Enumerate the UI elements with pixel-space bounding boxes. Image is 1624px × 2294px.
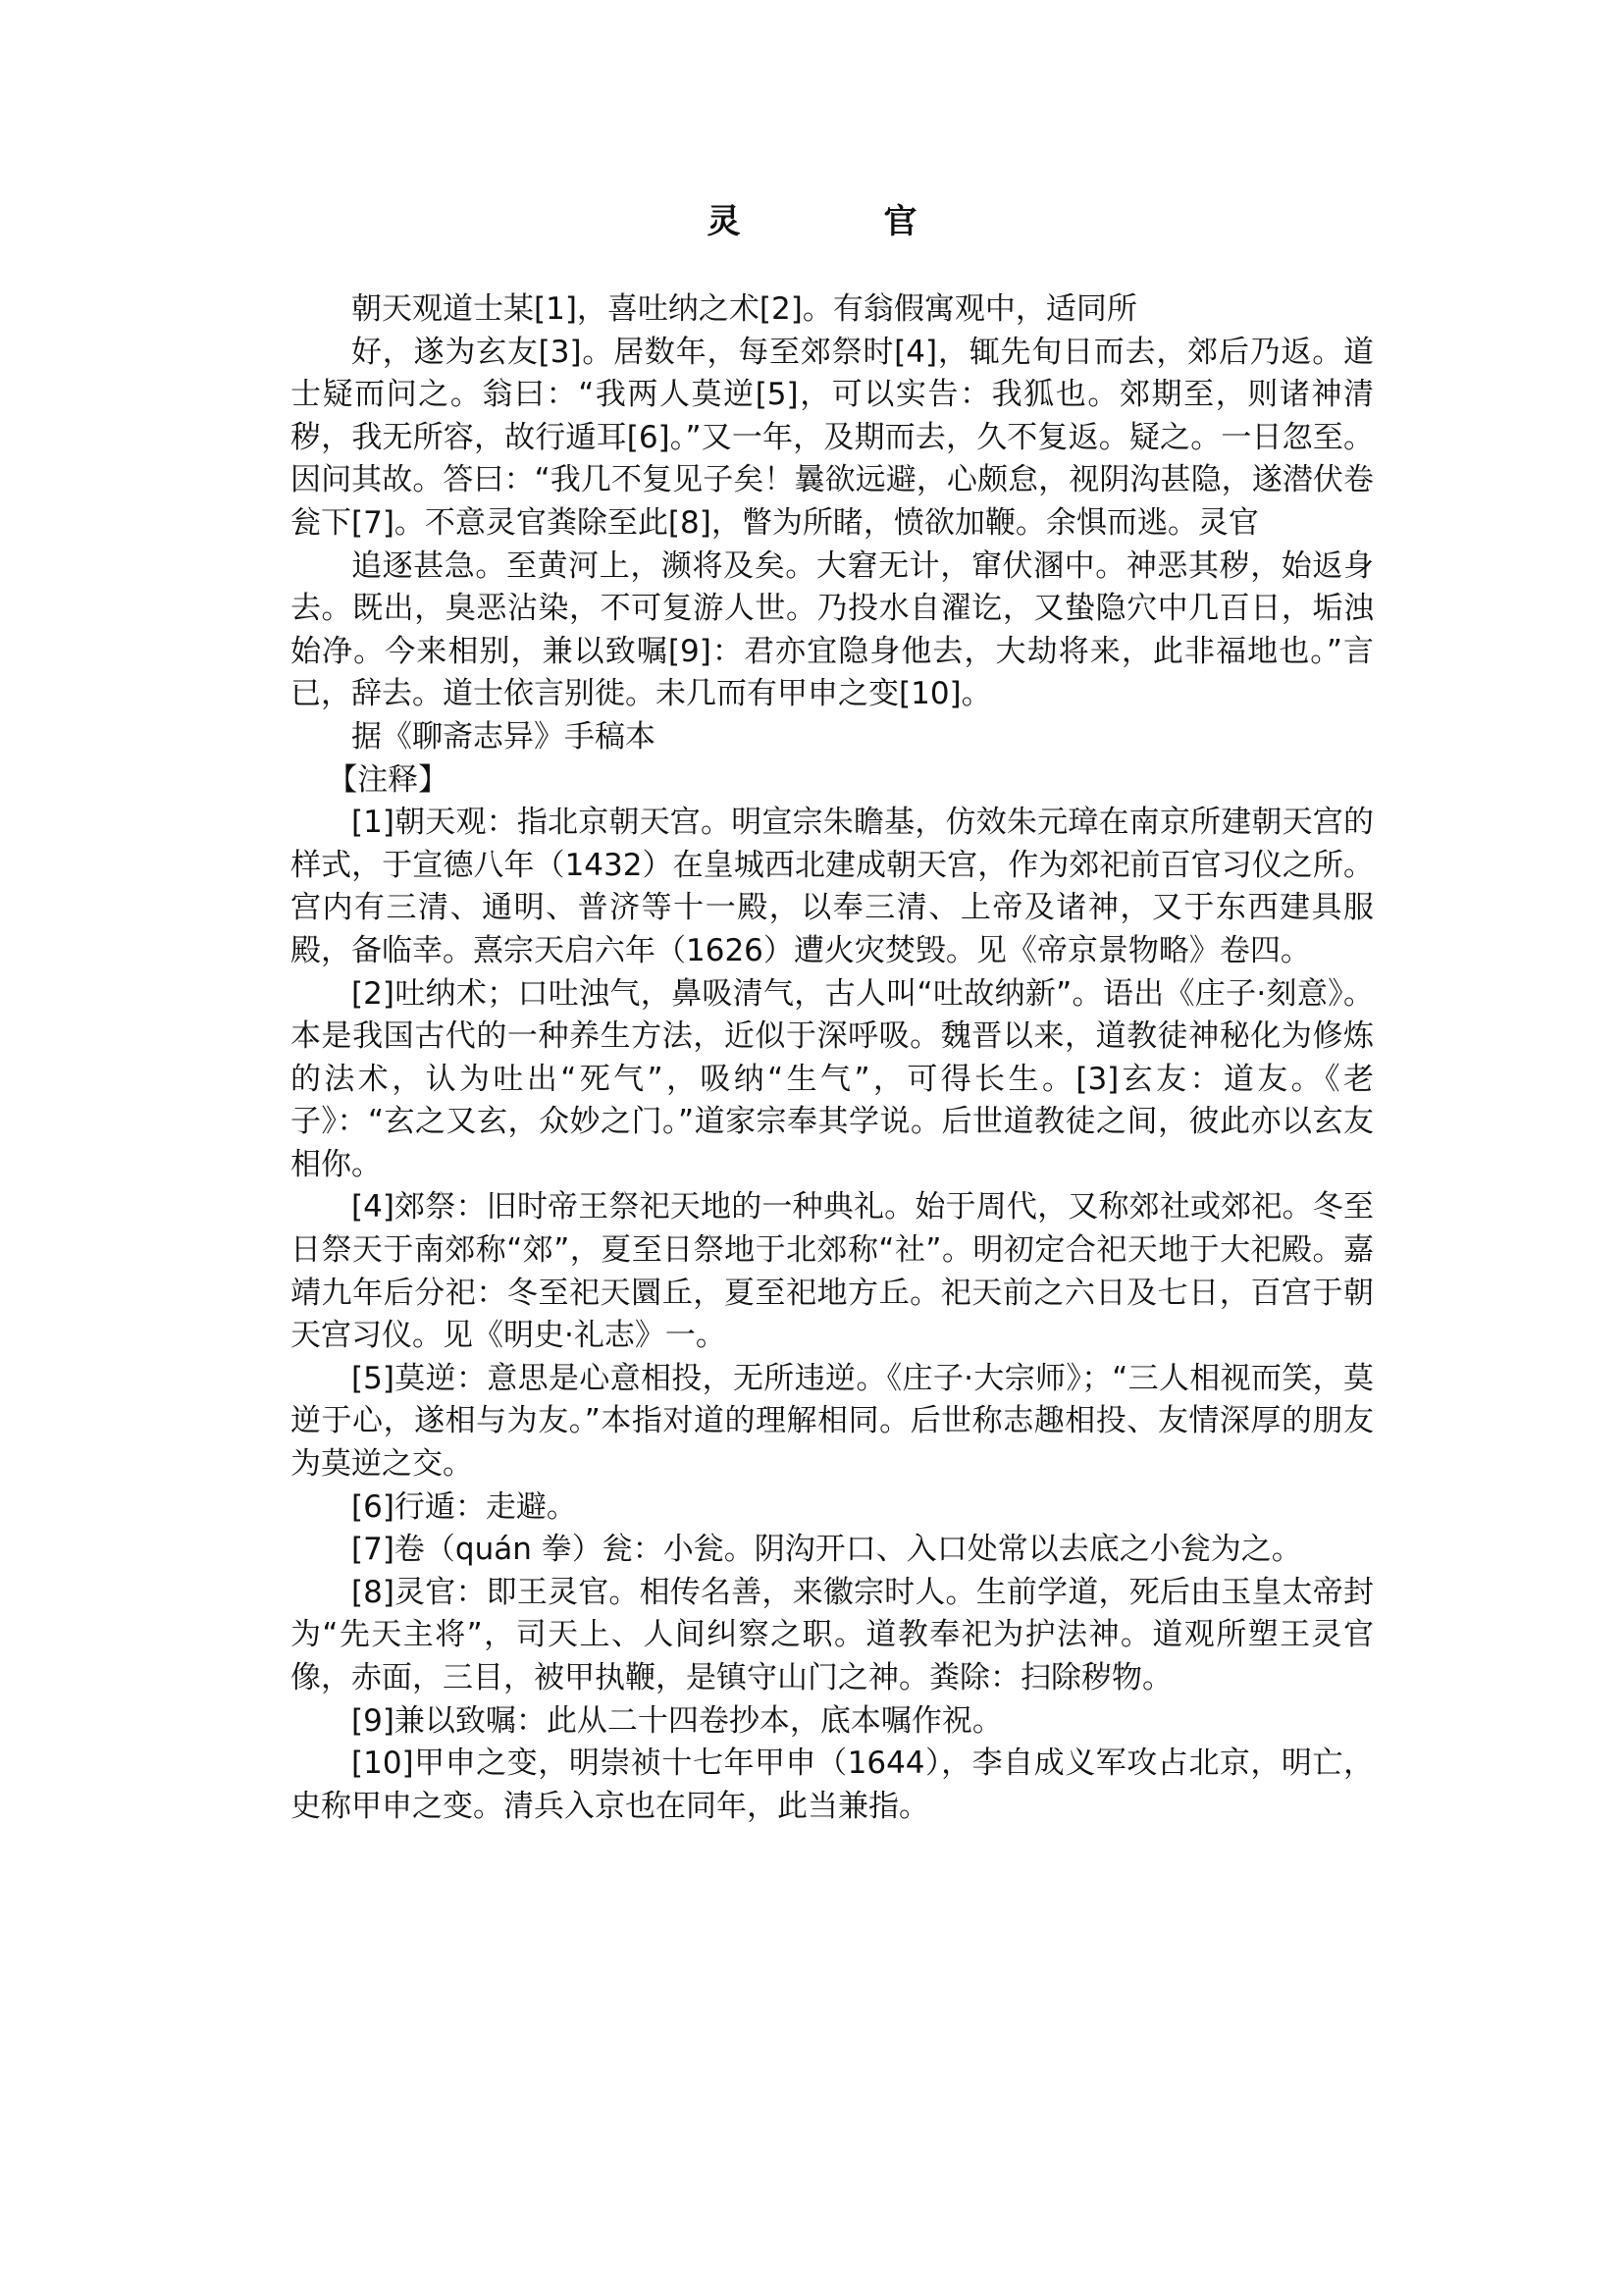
notes-heading: 【注释】: [327, 761, 449, 798]
story-paragraph: 追逐甚急。至黄河上，濒将及矣。大窘无计，窜伏溷中。神恶其秽，始返身去。既出，臭恶沾染，不可复游人世。乃投水自濯讫，又蛰隐穴中几百日，垢浊始净。今来相别，兼以致嘱[9]：君亦宜隐身他去，大劫将来，此非福地也。”言已，辞去。道士依言别徙。未几而有甲申之变[10]。: [290, 547, 1374, 712]
story-paragraph: 朝天观道士某[1]，喜吐纳之术[2]。有翁假寓观中，适同所: [351, 291, 1137, 327]
document-title: 灵 官: [707, 202, 972, 241]
annotation-item: [4]郊祭：旧时帝王祭祀天地的一种典礼。始于周代，又称郊社或郊祀。冬至日祭天于南郊称“郊”，夏至日祭地于北郊称“社”。明初定合祀天地于大祀殿。嘉靖九年后分祀：冬至祀天圜丘，夏至祀地方丘。祀天前之六日及七日，百宫于朝天宫习仪。见《明史·礼志》一。: [290, 1189, 1374, 1354]
document-body: [290, 288, 1374, 1828]
annotation-item: [10]甲申之变，明崇祯十七年甲申（1644），李自成义军攻占北京，明亡，史称甲申之变。清兵入京也在同年，此当兼指。: [290, 1746, 1374, 1824]
annotation-item: [5]莫逆：意思是心意相投，无所违逆。《庄子·大宗师》；“三人相视而笑，莫逆于心，遂相与为友。”本指对道的理解相同。后世称志趣相投、友情深厚的朋友为莫逆之交。: [290, 1360, 1374, 1483]
story-paragraph: 好，遂为玄友[3]。居数年，每至郊祭时[4]，辄先旬日而去，郊后乃返。道士疑而问之。翁曰：“我两人莫逆[5]，可以实告：我狐也。郊期至，则诸神清秽，我无所容，故行遁耳[6]。”又一年，及期而去，久不复返。疑之。一日忽至。因问其故。答曰：“我几不复见子矣！曩欲远避，心颇怠，视阴沟甚隐，遂潜伏卷瓮下[7]。不意灵官粪除至此[8]，瞥为所睹，愤欲加鞭。余惧而逃。灵官: [290, 334, 1374, 541]
annotation-item: [1]朝天观：指北京朝天宫。明宣宗朱瞻基，仿效朱元璋在南京所建朝天宫的样式，于宣德八年（1432）在皇城西北建成朝天宫，作为郊祀前百官习仪之所。宫内有三清、通明、普济等十一殿，以奉三清、上帝及诸神，又于东西建具服殿，备临幸。熹宗天启六年（1626）遭火灾焚毁。见《帝京景物略》卷四。: [290, 805, 1374, 968]
annotation-item: [2]吐纳术；口吐浊气，鼻吸清气，古人叫“吐故纳新”。语出《庄子·刻意》。本是我国古代的一种养生方法，近似于深呼吸。魏晋以来，道教徒神秘化为修炼的法术，认为吐出“死气”，吸纳“生气”，可得长生。[3]玄友：道友。《老子》：“玄之又玄，众妙之门。”道家宗奉其学说。后世道教徒之间，彼此亦以玄友相你。: [290, 975, 1374, 1182]
source-note: 据《聊斋志异》手稿本: [351, 718, 655, 755]
annotation-item: [7]卷（quán 拳）瓮：小瓮。阴沟开口、入口处常以去底之小瓮为之。: [351, 1532, 1302, 1568]
annotation-item: [9]兼以致嘱：此从二十四卷抄本，底本嘱作祝。: [351, 1702, 1003, 1739]
annotation-item: [8]灵官：即王灵官。相传名善，来徽宗时人。生前学道，死后由玉皇太帝封为“先天主将”，司天上、人间纠察之职。道教奉祀为护法神。道观所塑王灵官像，赤面，三目，被甲执鞭，是镇守山门之神。粪除：扫除秽物。: [290, 1574, 1374, 1695]
annotation-item: [6]行遁：走避。: [351, 1488, 577, 1525]
